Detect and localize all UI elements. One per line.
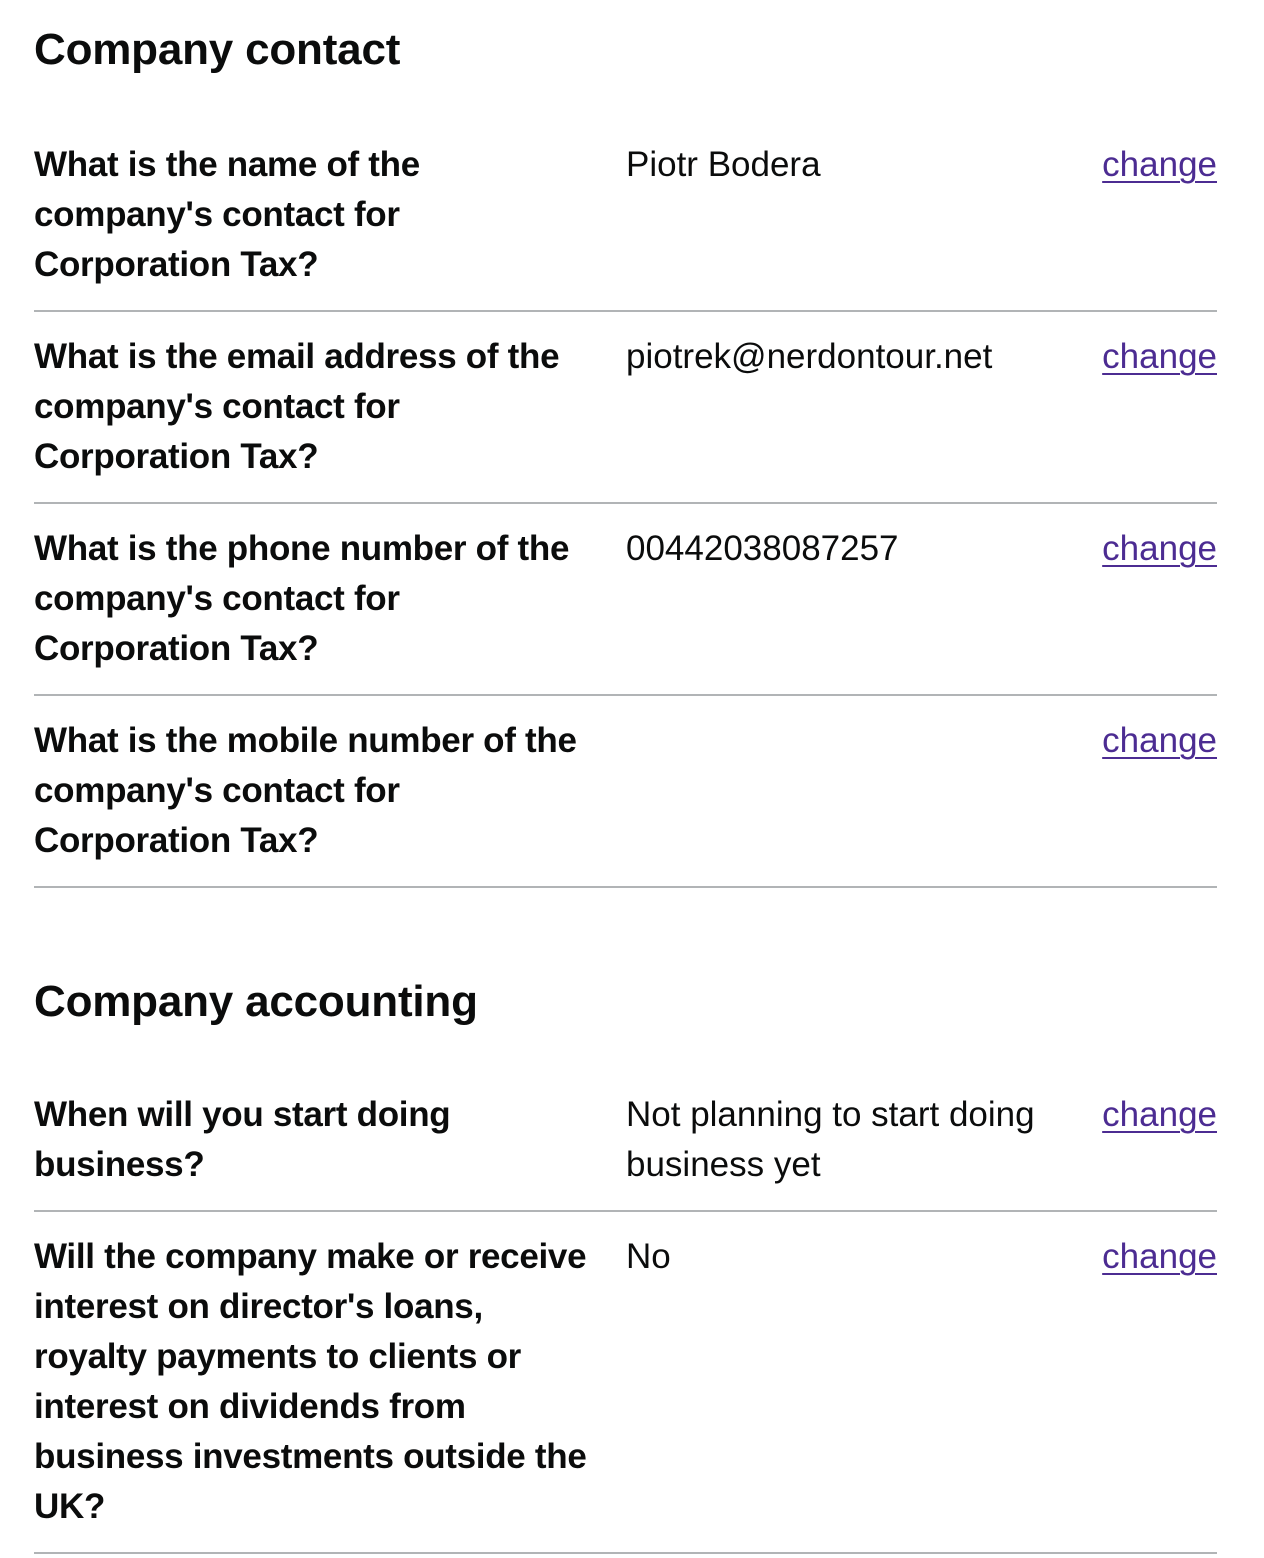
change-link-interest-payments[interactable]: change <box>1102 1237 1217 1276</box>
change-link-contact-mobile[interactable]: change <box>1102 721 1217 760</box>
answer-contact-phone: 00442038087257 <box>626 529 899 568</box>
question-contact-phone: What is the phone number of the company's contact for Corporation Tax? <box>34 529 570 668</box>
question-contact-name: What is the name of the company's contact for Corporation Tax? <box>34 145 420 284</box>
summary-row-contact-name <box>34 140 1217 312</box>
summary-row-start-business <box>34 1090 1217 1212</box>
change-link-start-business[interactable]: change <box>1102 1095 1217 1134</box>
summary-row-contact-email <box>34 332 1217 504</box>
change-link-contact-name[interactable]: change <box>1102 145 1217 184</box>
answer-interest-payments: No <box>626 1237 671 1276</box>
summary-row-interest-payments <box>34 1232 1217 1554</box>
summary-row-contact-phone <box>34 524 1217 696</box>
answer-contact-name: Piotr Bodera <box>626 145 821 184</box>
section-title-company-accounting: Company accounting <box>34 977 478 1026</box>
change-link-contact-email[interactable]: change <box>1102 337 1217 376</box>
question-contact-mobile: What is the mobile number of the company's contact for Corporation Tax? <box>34 721 577 860</box>
question-start-business: When will you start doing business? <box>34 1095 451 1184</box>
change-link-contact-phone[interactable]: change <box>1102 529 1217 568</box>
question-contact-email: What is the email address of the company's contact for Corporation Tax? <box>34 337 560 476</box>
answer-contact-email: piotrek@nerdontour.net <box>626 337 993 376</box>
section-title-company-contact: Company contact <box>34 25 401 74</box>
summary-row-contact-mobile <box>34 716 1217 888</box>
question-interest-payments: Will the company make or receive interest on director's loans, royalty payments to clients or interest on dividends from business investments outside the UK? <box>34 1237 587 1526</box>
answer-start-business: Not planning to start doing business yet <box>626 1095 1035 1184</box>
